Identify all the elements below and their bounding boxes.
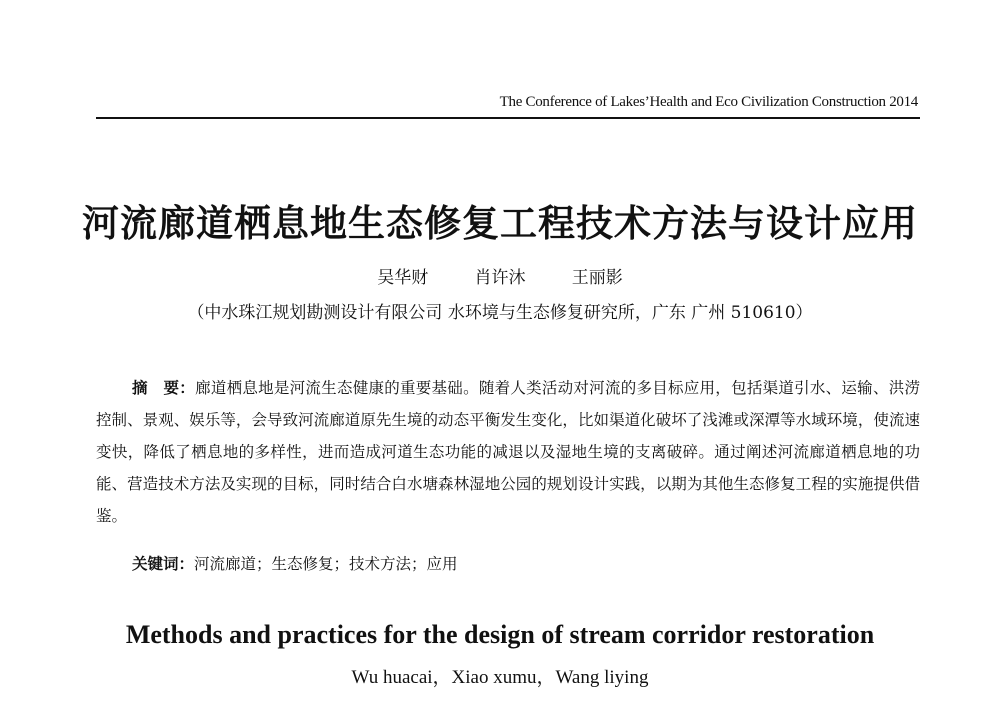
running-header: The Conference of Lakes’Health and Eco Civilization Construction 2014 xyxy=(499,94,918,110)
paper-title-cn: 河流廊道栖息地生态修复工程技术方法与设计应用 xyxy=(82,201,918,245)
affiliation-cn: （中水珠江规划勘测设计有限公司 水环境与生态修复研究所，广东 广州 510610） xyxy=(187,303,813,323)
abstract xyxy=(96,372,920,532)
abstract-label: 摘 要： xyxy=(132,378,196,397)
keywords-text: 河流廊道；生态修复；技术方法；应用 xyxy=(194,555,458,573)
abstract-text: 廊道栖息地是河流生态健康的重要基础。随着人类活动对河流的多目标应用，包括渠道引水、运输、洪涝控制、景观、娱乐等，会导致河流廊道原先生境的动态平衡发生变化，比如渠道化破坏了浅滩或深潭等水域环境，使流速变快，降低了栖息地的多样性，进而造成河道生态功能的减退以及湿地生境的支离破碎。通过阐述河流廊道栖息地的功能、营造技术方法及实现的目标，同时结合白水塘森林湿地公园的规划设计实践，以期为其他生态修复工程的实施提供借鉴。 xyxy=(96,379,920,525)
paper-title-en: Methods and practices for the design of stream corridor restoration xyxy=(125,620,875,649)
authors-en: Wu huacai，Xiao xumu，Wang liying xyxy=(351,667,649,688)
keywords-label: 关键词： xyxy=(132,554,195,573)
header-rule xyxy=(96,117,920,119)
authors-cn: 吴华财 肖许沐 王丽影 xyxy=(377,268,623,288)
keywords xyxy=(132,552,458,574)
abstract-paragraph xyxy=(96,372,920,532)
